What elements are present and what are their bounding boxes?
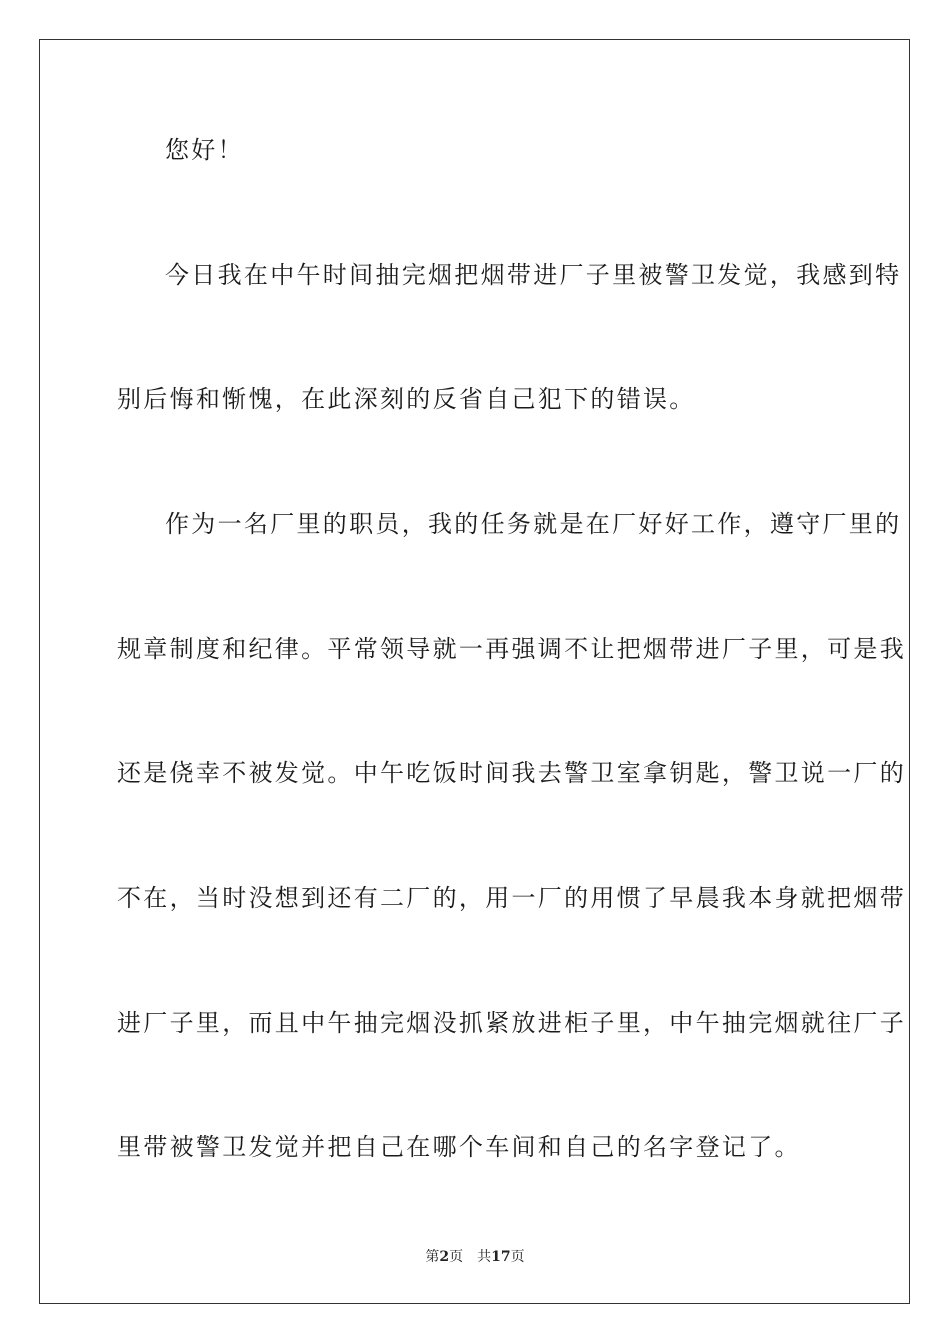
paragraph-2-line-2: 规章制度和纪律。平常领导就一再强调不让把烟带进厂子里，可是我 (117, 635, 906, 663)
total-prefix: 共 (477, 1249, 492, 1265)
page-number: 2 (439, 1249, 450, 1265)
paragraph-1-line-2: 别后悔和惭愧，在此深刻的反省自己犯下的错误。 (117, 385, 696, 413)
paragraph-1-line-1: 今日我在中午时间抽完烟把烟带进厂子里被警卫发觉，我感到特 (165, 261, 902, 289)
greeting-line: 您好！ (165, 136, 244, 164)
paragraph-2-line-6: 里带被警卫发觉并把自己在哪个车间和自己的名字登记了。 (117, 1133, 801, 1161)
page-suffix: 页 (449, 1249, 464, 1265)
paragraph-2-line-5: 进厂子里，而且中午抽完烟没抓紧放进柜子里，中午抽完烟就往厂子 (117, 1009, 906, 1037)
total-suffix: 页 (510, 1249, 525, 1265)
paragraph-2-line-3: 还是侥幸不被发觉。中午吃饭时间我去警卫室拿钥匙，警卫说一厂的 (117, 759, 906, 787)
page-prefix: 第 (425, 1249, 440, 1265)
page-border (39, 39, 910, 1304)
total-pages: 17 (491, 1249, 511, 1265)
paragraph-2-line-4: 不在，当时没想到还有二厂的，用一厂的用惯了早晨我本身就把烟带 (117, 884, 906, 912)
page-footer (0, 1248, 950, 1266)
paragraph-2-line-1: 作为一名厂里的职员，我的任务就是在厂好好工作，遵守厂里的 (165, 510, 902, 538)
